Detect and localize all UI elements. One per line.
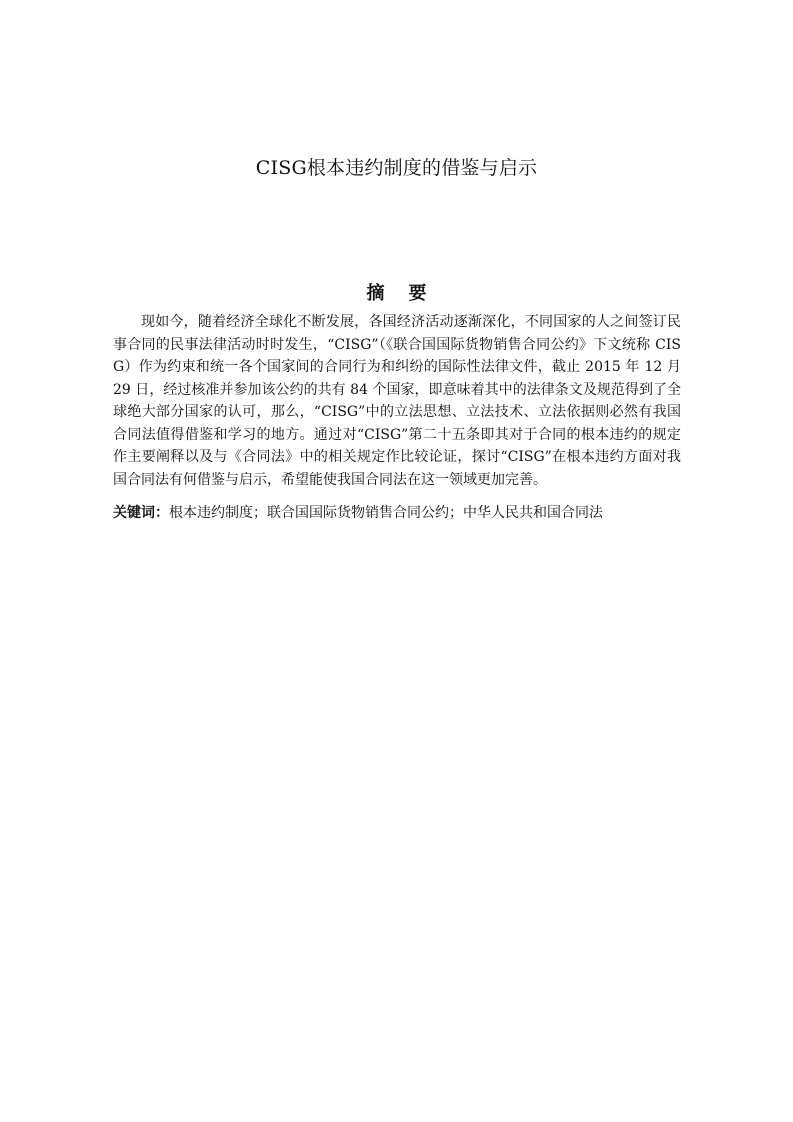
keywords-value: 根本违约制度；联合国国际货物销售合同公约；中华人民共和国合同法 [169,505,603,521]
abstract-paragraph: 现如今，随着经济全球化不断发展，各国经济活动逐渐深化，不同国家的人之间签订民事合同的民事法律活动时时发生，“CISG”（《联合国国际货物销售合同公约》下文统称 CISG）作为约束和统一各个国家间的合同行为和纠纷的国际性法律文件，截止 2015 年 12 月 29 日，经过核准并参加该公约的共有 84 个国家，即意味着其中的法律条文及规范得到了全球绝大部分国家的认可，那么，“CISG”中的立法思想、立法技术、立法依据则必然有我国合同法值得借鉴和学习的地方。通过对“CISG”第二十五条即其对于合同的根本违约的规定作主要阐释以及与《合同法》中的相关规定作比较论证，探讨“CISG”在根本违约方面对我国合同法有何借鉴与启示，希望能使我国合同法在这一领域更加完善。 [113,314,681,488]
keywords-line [113,502,693,524]
document-title: CISG根本违约制度的借鉴与启示 [255,157,538,179]
abstract-heading-char-1: 摘 [366,283,385,304]
keywords-label: 关键词： [113,505,169,521]
abstract-heading-char-2: 要 [408,283,427,304]
abstract-heading [0,282,793,306]
